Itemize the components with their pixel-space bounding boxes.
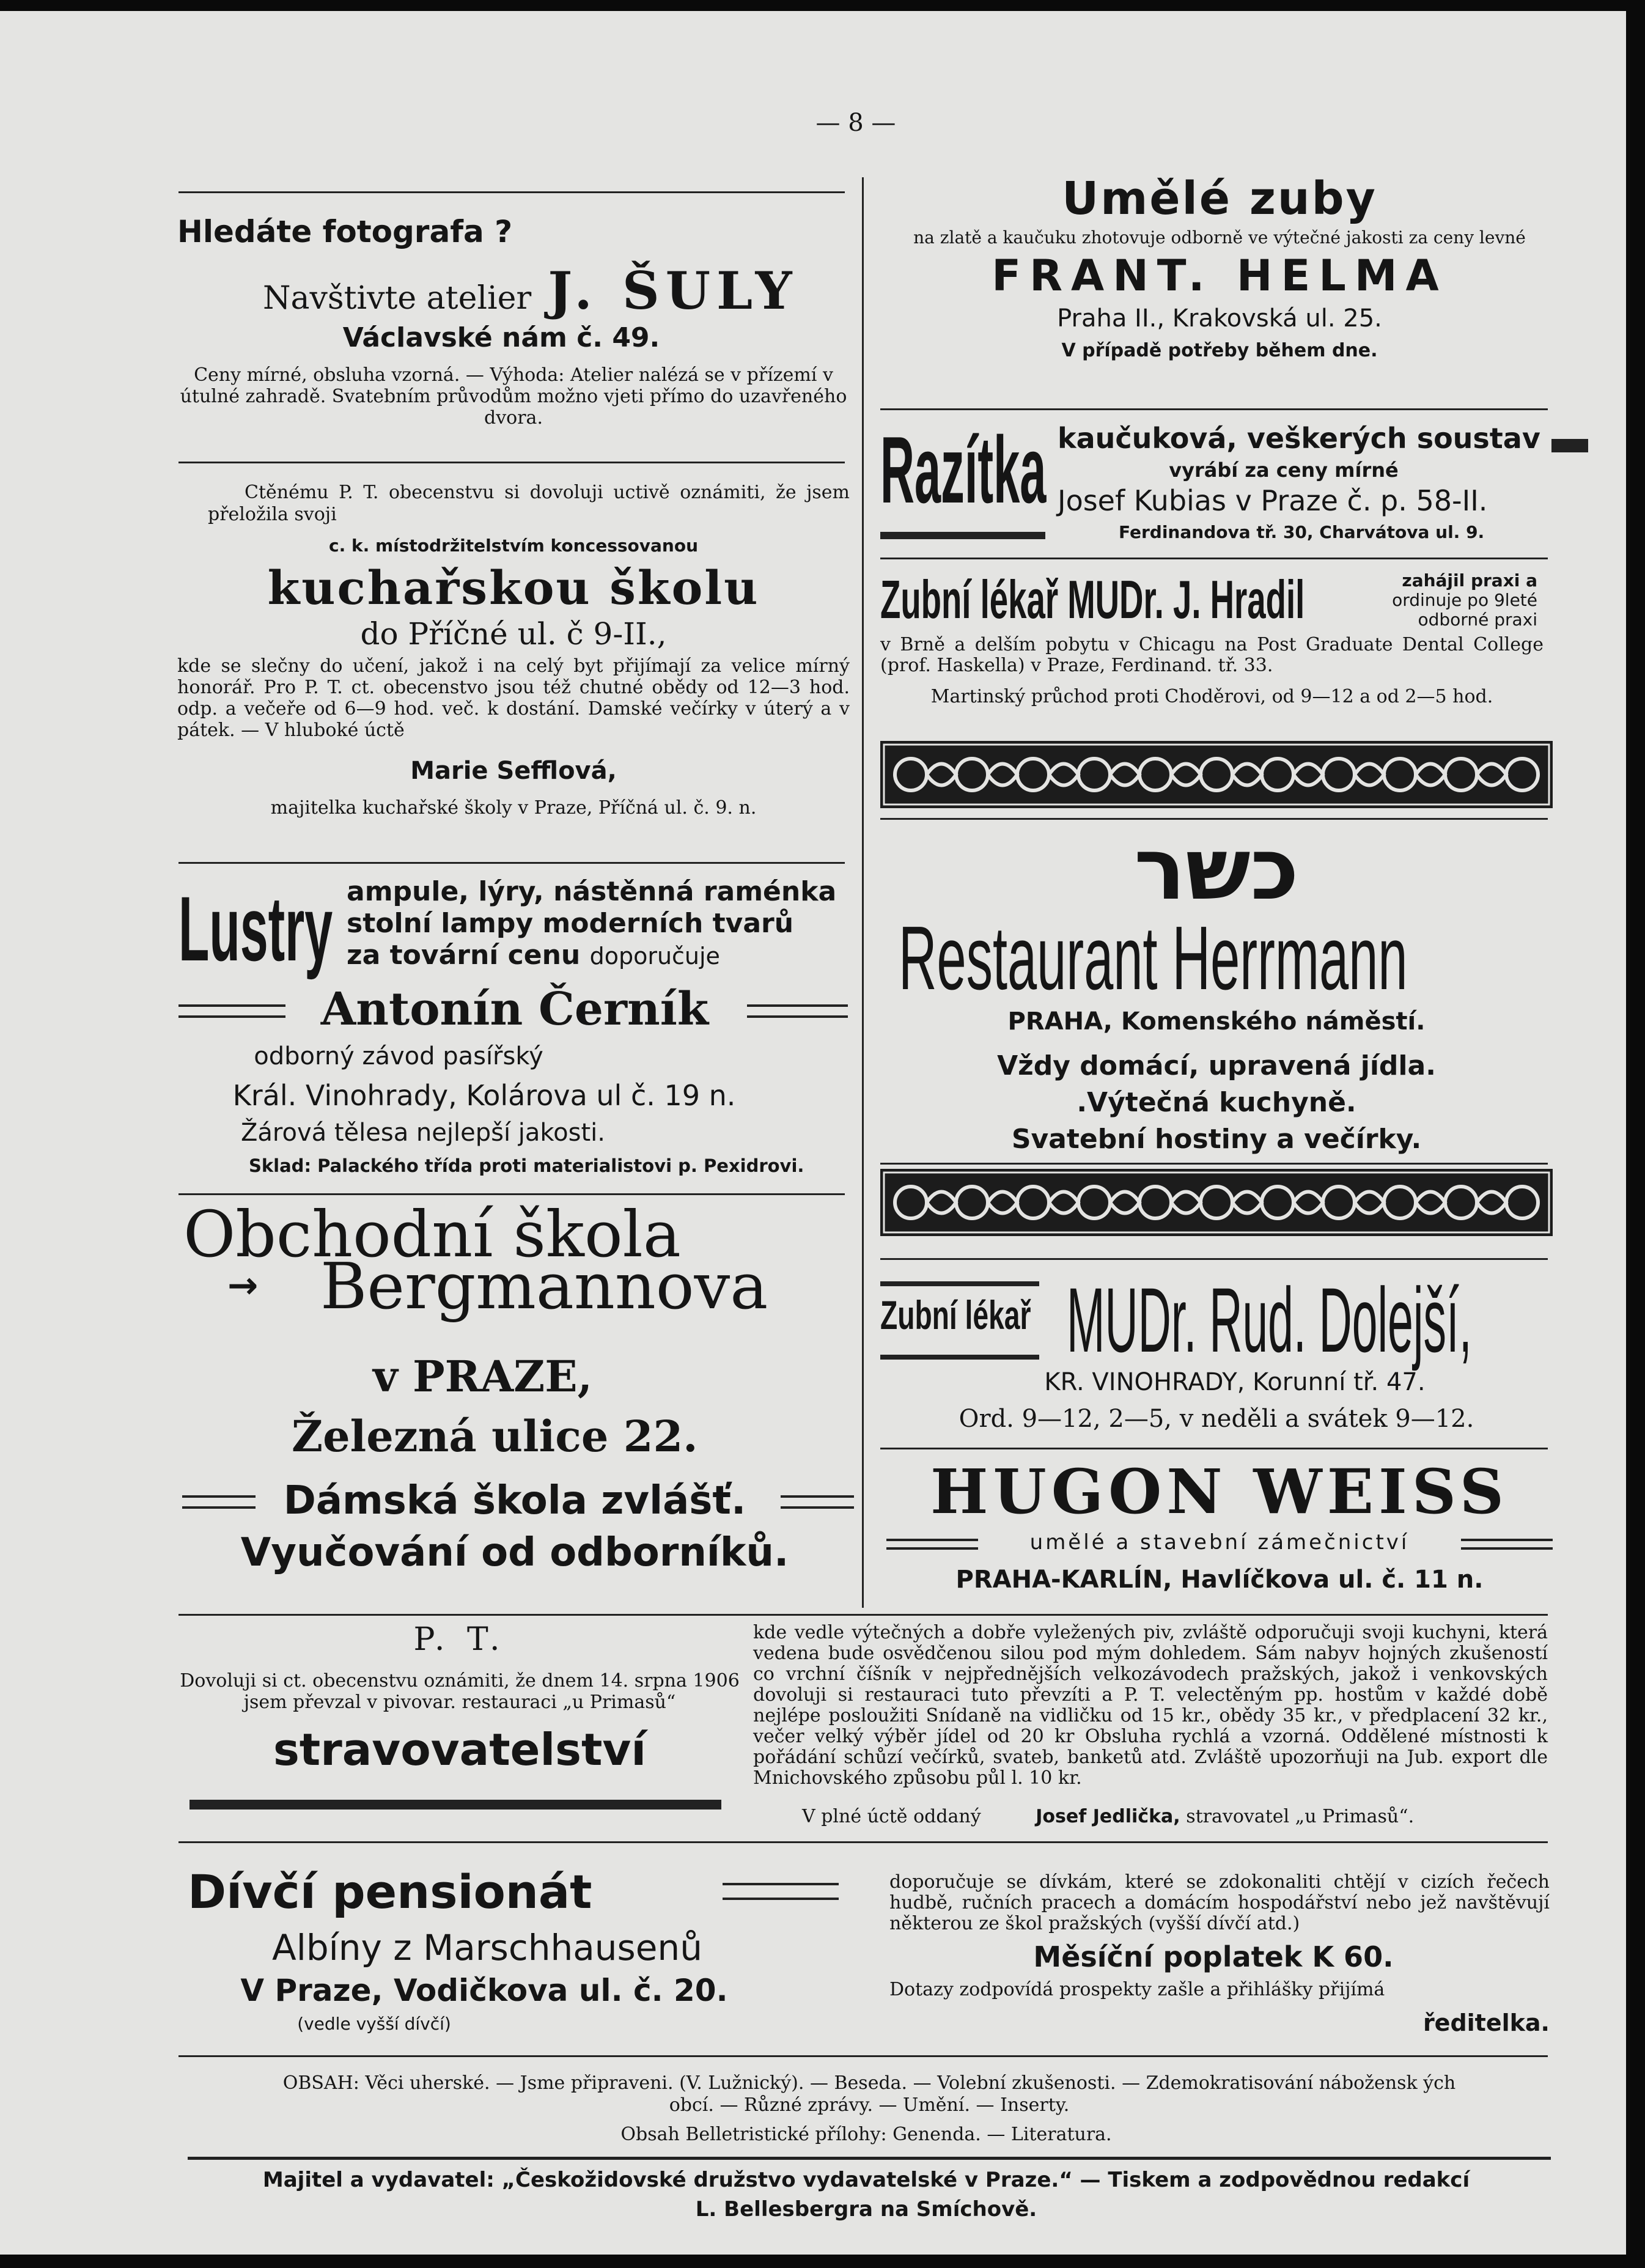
ad-body <box>889 1872 1550 1934</box>
decor-rule <box>190 1800 721 1810</box>
decor-rule <box>182 1495 256 1509</box>
ad-line: zahájil praxi a <box>1402 570 1537 591</box>
decor-rule <box>880 532 1045 539</box>
ad-address: PRAHA, Komenského náměstí. <box>1007 1007 1426 1036</box>
column-divider <box>862 177 864 1608</box>
ad-line: kaučuková, veškerých soustav <box>1058 422 1540 455</box>
ad-photographer <box>177 214 850 429</box>
ad-closing: V plné úctě oddaný <box>802 1806 981 1827</box>
imprint: L. Bellesbergra na Smíchově. <box>695 2197 1037 2222</box>
ad-line: Železná ulice 22. <box>292 1411 698 1462</box>
decor-rule <box>880 1281 1039 1286</box>
ad-signature: ředitelka. <box>1422 2009 1550 2036</box>
footer <box>178 2065 1554 2248</box>
ad-name: HUGON WEISS <box>930 1456 1509 1528</box>
rule <box>178 191 845 193</box>
ad-note: Žárová tělesa nejlepší jakosti. <box>241 1119 605 1147</box>
ad-lead: Navštivte atelier <box>263 280 532 317</box>
hebrew-kosher-heading: כשר <box>1134 820 1299 919</box>
ad-body: v Brně a delším pobytu v Chicagu na Post Graduate Dental College (prof. Haskella) v Praze, Ferdinand. tř. 33. <box>880 634 1544 676</box>
ad-hours: Martinský průchod proti Choděrovi, od 9—12 a od 2—5 hod. <box>930 686 1493 707</box>
ad-primas <box>178 1621 1554 1829</box>
ad-stamps <box>880 416 1553 562</box>
ad-address: Praha II., Krakovská ul. 25. <box>1057 304 1382 333</box>
ad-line: v PRAZE, <box>373 1351 592 1402</box>
ad-big-word: Lustry <box>178 877 333 980</box>
ad-note: (vedle vyšší dívčí) <box>297 2014 451 2034</box>
rule <box>880 408 1548 410</box>
rule <box>880 1448 1548 1449</box>
ad-line: Vyučování od odborníků. <box>240 1530 789 1575</box>
ad-headline: Hledáte fotografa ? <box>177 214 513 249</box>
ad-name: J. ŠULY <box>548 260 798 321</box>
scan-edge-top <box>0 0 1645 11</box>
imprint: Majitel a vydavatel: „Českožidovské družstvo vydavatelské v Praze.“ — Tiskem a zodpovědnou redakcí <box>262 2168 1470 2192</box>
ad-trade: odborný závod pasířský <box>254 1042 543 1070</box>
ad-address: Ferdinandova tř. 30, Charvátova ul. 9. <box>1119 522 1485 542</box>
rule <box>178 862 845 864</box>
ad-address: V Praze, Vodičkova ul. č. 20. <box>240 1973 728 2008</box>
ad-line: doporučuje <box>589 943 720 970</box>
ad-trade: umělé a stavební zámečnictví <box>1029 1530 1410 1555</box>
ad-line: ampule, lýry, nástěnná raménka <box>347 876 837 907</box>
ad-dentist-hradil <box>880 569 1553 715</box>
rule <box>178 2055 1548 2057</box>
ad-line: Bergmannova <box>320 1249 768 1324</box>
ad-restaurant <box>880 820 1553 1166</box>
decor-rule <box>178 1004 285 1018</box>
ad-title: Zubní lékař MUDr. J. Hradil <box>880 569 1305 630</box>
ad-line: Dámská škola zvlášť. <box>283 1478 746 1523</box>
ad-lustry <box>178 871 851 1189</box>
ad-business-school <box>178 1197 857 1600</box>
rule <box>880 1163 1548 1165</box>
ad-teeth <box>880 172 1559 361</box>
rule <box>178 1841 1548 1843</box>
ad-title: kuchařskou školu <box>267 561 760 615</box>
ad-info: Dotazy zodpovídá prospekty zašle a přihlášky přijímá <box>889 1979 1385 2000</box>
ad-pt: P. T. <box>413 1621 506 1658</box>
ad-address: KR. VINOHRADY, Korunní tř. 47. <box>1044 1368 1426 1396</box>
ad-pension <box>178 1847 1554 2055</box>
ad-cooking-school <box>177 482 850 819</box>
ad-body: Ceny mírné, obsluha vzorná. — Výhoda: Atelier nalézá se v přízemí v útulné zahradě. Svatebním průvodům možno vjeti přímo do uzavřeného dvora. <box>180 364 847 429</box>
decor-rule <box>1461 1539 1553 1550</box>
table-of-contents: OBSAH: Věci uherské. — Jsme připraveni. (V. Lužnický). — Beseda. — Volební zkušenosti. — Zdemokratisování nábožensk ých obcí. — Různé zprávy. — Umění. — Inserty. <box>282 2072 1456 2116</box>
ad-line: vyrábí za ceny mírné <box>1169 458 1399 482</box>
ad-name: Josef Kubias v Praze č. p. 58-II. <box>1058 484 1488 517</box>
ad-fee: Měsíční poplatek K 60. <box>1033 1940 1394 1973</box>
decor-rule <box>886 1539 978 1550</box>
ad-weiss <box>880 1458 1559 1605</box>
ad-intro: Ctěnému P. T. obecenstvu si dovoluji uctivě oznámiti, že jsem přeložila svoji <box>208 482 850 525</box>
decor-rule <box>723 1883 839 1900</box>
ad-line: Obchodní škola <box>183 1197 681 1272</box>
ad-dentist-dolejsi <box>880 1264 1559 1448</box>
rule <box>188 2157 1551 2160</box>
ad-body: kde vedle výtečných a dobře vyležených piv, zvláště odporučuji svoji kuchyni, která vedena bude osvědčenou silou pod mým dohledem. Sám nabyv hojných zkušeností co vrchní číšník v nejpřednějších velkozávodech pražských, jakož i venkovských dovoluji si restauraci tuto převzíti a P. T. velectěným pp. hostům v každé době nejlépe posloužiti Snídaně na vidličku od 15 kr., obědy 35 kr., v předplacení 32 kr., večer velký výběr jídel od 20 kr Obsluha rychlá a vzorná. Oddělené místnosti k pořádání schůzí večírků, svateb, banketů atd. Zvláště upozorňuji na Jub. export dle Mnichovského způsobu půl l. 10 kr. <box>753 1622 1548 1789</box>
page-number: — 8 — <box>815 109 896 137</box>
ad-name: FRANT. HELMA <box>992 251 1448 301</box>
ad-line: stolní lampy moderních tvarů <box>347 908 794 939</box>
ad-label: Zubní lékař <box>880 1292 1031 1338</box>
ad-owner: Albíny z Marschhausenů <box>272 1927 702 1968</box>
ad-role: stravovatel „u Primasů“. <box>1186 1806 1415 1827</box>
ad-line: Svatební hostiny a večírky. <box>1011 1124 1422 1155</box>
decor-rule <box>781 1495 854 1509</box>
rule <box>880 1258 1548 1260</box>
ad-line: ordinuje po 9leté <box>1392 590 1537 610</box>
ad-name: Antonín Černík <box>320 983 709 1036</box>
ad-line: .Výtečná kuchyně. <box>1076 1087 1356 1118</box>
ad-signature: Josef Jedlička, <box>1036 1806 1180 1827</box>
ad-address: Václavské nám č. 49. <box>342 322 660 353</box>
ad-address: PRAHA-KARLÍN, Havlíčkova ul. č. 11 n. <box>955 1566 1484 1594</box>
ornament-band <box>880 1169 1553 1236</box>
ad-intro: Dovoluji si ct. obecenstvu oznámiti, že dnem 14. srpna 1906 jsem převzal v pivovar. restauraci „u Primasů“ <box>180 1670 740 1713</box>
ad-body: kde se slečny do učení, jakož i na celý byt přijímají za velice mírný honorář. Pro P. T. ct. obecenstvo jsou též chutné obědy od 12—3 hod. odp. a večeře od 6—9 hod. več. k dostání. Damské večírky v úterý a v pátek. — V hluboké úctě <box>177 655 850 741</box>
ad-store: Sklad: Palackého třída proti materialistovi p. Pexidrovi. <box>249 1155 804 1176</box>
ad-name: Restaurant Herrmann <box>899 908 1408 1009</box>
rule <box>178 1614 1548 1616</box>
ad-name: MUDr. Rud. Dolejší, <box>1067 1268 1472 1371</box>
scan-edge-right <box>1626 0 1645 2268</box>
supplement-contents: Obsah Belletristické přílohy: Genenda. — Literatura. <box>620 2124 1112 2145</box>
ad-big-word: stravovatelství <box>273 1724 647 1775</box>
ad-line: na zlatě a kaučuku zhotovuje odborně ve výtečné jakosti za ceny levné <box>913 227 1526 248</box>
ad-line: c. k. místodržitelstvím koncessovanou <box>328 536 699 556</box>
ornament-band <box>880 741 1553 808</box>
scan-edge-bottom <box>0 2255 1645 2268</box>
ad-hours: Ord. 9—12, 2—5, v neděli a svátek 9—12. <box>959 1405 1474 1433</box>
ad-title: Umělé zuby <box>1062 172 1377 225</box>
ad-big-word: Razítka <box>880 417 1047 523</box>
pointing-hand-icon <box>1551 439 1588 452</box>
ad-role: majitelka kuchařské školy v Praze, Příčná ul. č. 9. n. <box>270 797 757 819</box>
ad-line: Vždy domácí, upravená jídla. <box>997 1050 1436 1081</box>
rule <box>880 558 1548 559</box>
rule <box>178 1193 845 1195</box>
arrow-icon: → <box>227 1264 259 1307</box>
rule <box>178 462 845 463</box>
ad-line: za tovární cenu <box>347 940 581 971</box>
ad-address: do Příčné ul. č 9-II., <box>360 616 667 652</box>
ad-title: Dívčí pensionát <box>188 1865 592 1919</box>
ad-address: Král. Vinohrady, Kolárova ul č. 19 n. <box>232 1079 736 1112</box>
ad-signature: Marie Sefflová, <box>410 757 617 785</box>
ad-body-text: doporučuje se dívkám, které se zdokonaliti chtějí v cizích řečech hudbě, ručních pracech a domácím hospodářství nebo jež navštěvují některou ze škol pražských (vyšší dívčí atd.) <box>889 1871 1550 1934</box>
decor-rule <box>880 1355 1039 1360</box>
ad-note: V případě potřeby během dne. <box>1061 340 1378 361</box>
decor-rule <box>747 1004 848 1018</box>
ad-line: odborné praxi <box>1418 609 1537 630</box>
